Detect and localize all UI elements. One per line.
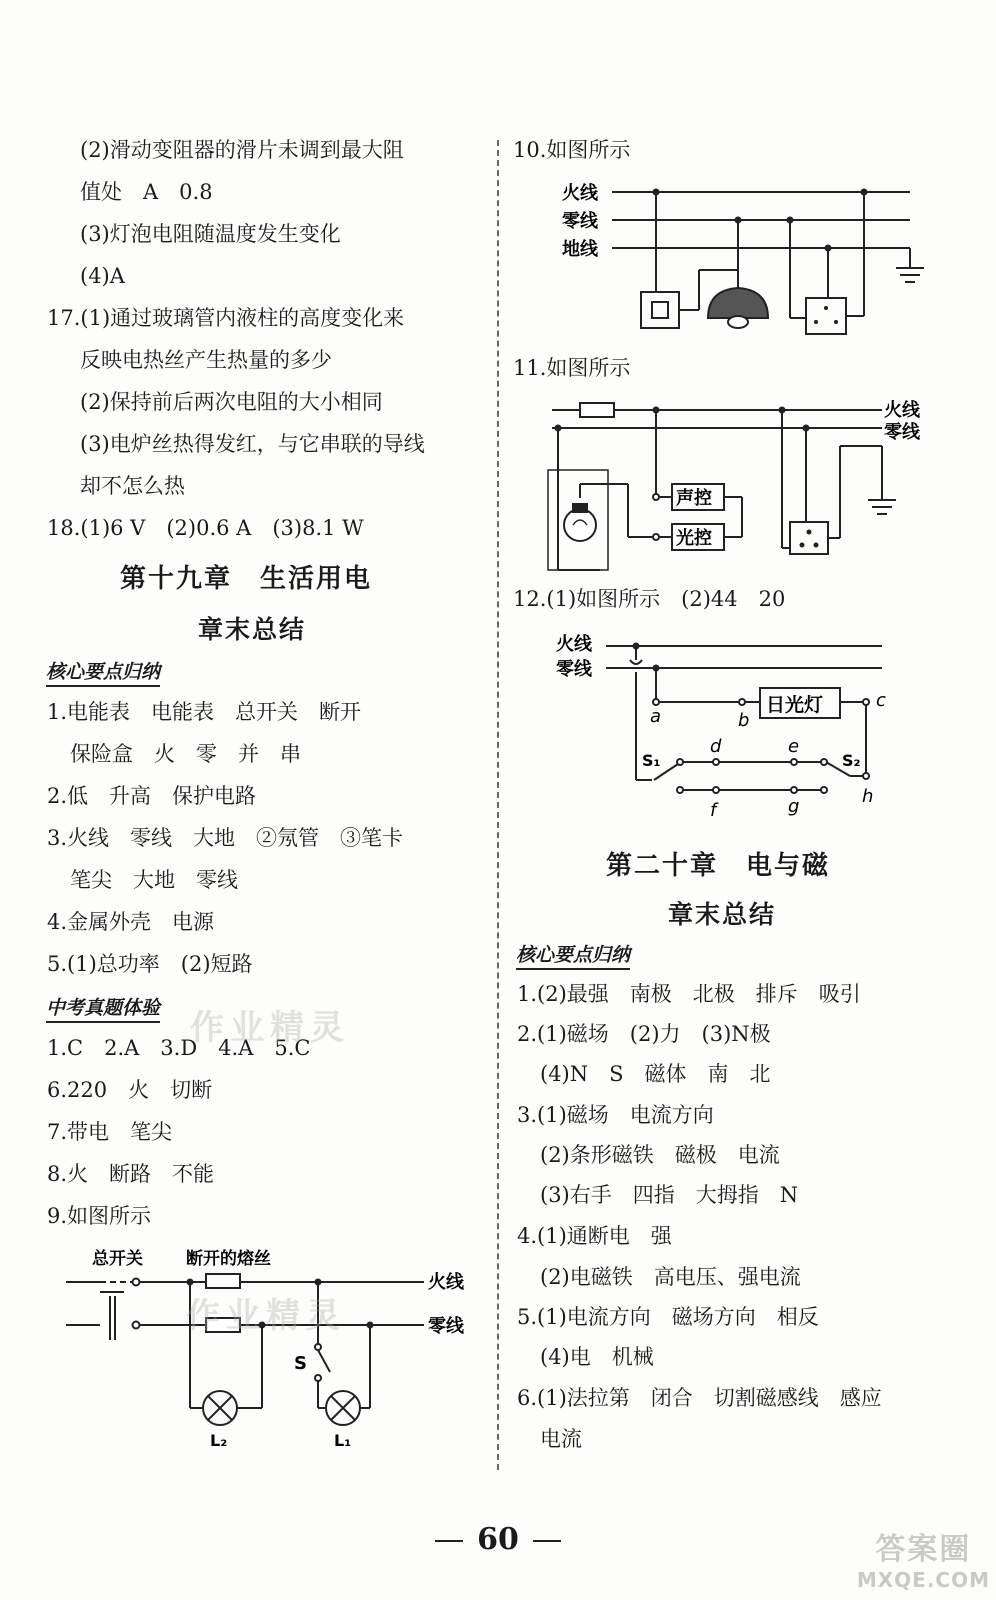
- label-switch-s2: S₂: [842, 751, 861, 770]
- label-main-switch: 总开关: [92, 1249, 143, 1269]
- label-live-wire: 火线: [562, 183, 598, 204]
- answer-line: (3)灯泡电阻随温度发生变化: [80, 222, 341, 246]
- answer-line: 1.C 2.A 3.D 4.A 5.C: [47, 1036, 311, 1060]
- answer-line: 1.(2)最强 南极 北极 排斥 吸引: [517, 982, 861, 1006]
- label-point-g: g: [788, 796, 800, 817]
- label-lamp-l1: L₁: [334, 1431, 352, 1450]
- answer-line: 10.如图所示: [513, 138, 631, 162]
- answer-line: (3)右手 四指 大拇指 N: [540, 1183, 799, 1207]
- answer-line: 4.(1)通断电 强: [517, 1224, 672, 1248]
- label-point-h: h: [862, 786, 874, 807]
- answer-line: 保险盒 火 零 并 串: [70, 742, 301, 766]
- answer-line: 5.(1)总功率 (2)短路: [47, 952, 253, 976]
- label-sound-control: 声控: [676, 488, 712, 509]
- answer-line: (4)电 机械: [540, 1345, 654, 1369]
- answer-line: 3.火线 零线 大地 ②氖管 ③笔卡: [47, 826, 404, 850]
- answer-line: 8.火 断路 不能: [47, 1162, 215, 1186]
- label-point-e: e: [788, 736, 800, 757]
- answer-line: 4.金属外壳 电源: [47, 910, 215, 934]
- label-point-f: f: [710, 800, 717, 821]
- answer-line: (2)电磁铁 高电压、强电流: [540, 1265, 801, 1289]
- label-point-c: c: [876, 690, 886, 711]
- answer-line: 5.(1)电流方向 磁场方向 相反: [517, 1305, 819, 1329]
- answer-line: 却不怎么热: [80, 474, 185, 498]
- label-neutral-wire: 零线: [428, 1316, 464, 1337]
- answer-line: 12.(1)如图所示 (2)44 20: [513, 587, 786, 611]
- label-blown-fuse: 断开的熔丝: [186, 1249, 271, 1269]
- answer-line: (4)N S 磁体 南 北: [540, 1062, 771, 1086]
- chapter-title: 第二十章 电与磁: [606, 851, 831, 881]
- answer-line: (4)A: [80, 264, 125, 288]
- label-neutral-wire: 零线: [556, 659, 592, 680]
- section-heading: 核心要点归纳: [516, 940, 630, 970]
- label-point-d: d: [710, 736, 722, 757]
- label-switch-s1: S₁: [642, 751, 661, 770]
- answer-line: 2.(1)磁场 (2)力 (3)N极: [517, 1022, 771, 1046]
- answer-line: 笔尖 大地 零线: [70, 868, 238, 892]
- circuit-figure-11: [548, 403, 896, 570]
- label-live-wire: 火线: [556, 634, 592, 655]
- answer-line: 反映电热丝产生热量的多少: [80, 348, 332, 372]
- page-number: [0, 1522, 996, 1557]
- label-neutral-wire: 零线: [884, 422, 920, 443]
- label-light-control: 光控: [676, 528, 712, 549]
- section-heading: 核心要点归纳: [46, 657, 160, 687]
- answer-line: 3.(1)磁场 电流方向: [517, 1103, 714, 1127]
- label-lamp-l2: L₂: [210, 1431, 228, 1450]
- chapter-subtitle: 章末总结: [668, 900, 777, 929]
- label-switch-s: S: [294, 1353, 307, 1374]
- answer-line: 17.(1)通过玻璃管内液柱的高度变化来: [47, 306, 405, 330]
- answer-line: 9.如图所示: [47, 1204, 152, 1228]
- answer-line: (3)电炉丝热得发红，与它串联的导线: [80, 432, 425, 456]
- label-point-a: a: [650, 706, 662, 727]
- answer-line: 6.220 火 切断: [47, 1078, 213, 1102]
- answer-line: 值处 A 0.8: [80, 180, 213, 204]
- answer-line: 2.低 升高 保护电路: [47, 784, 257, 808]
- label-fluorescent-lamp: 日光灯: [766, 694, 824, 716]
- answer-line: 18.(1)6 V (2)0.6 A (3)8.1 W: [47, 516, 364, 540]
- page-number-text: 60: [477, 1522, 519, 1557]
- answer-line: 11.如图所示: [513, 356, 631, 380]
- watermark: 作业精灵: [186, 1296, 346, 1336]
- section-heading: 中考真题体验: [46, 993, 160, 1023]
- answer-line: (2)条形磁铁 磁极 电流: [540, 1143, 780, 1167]
- answer-line: 7.带电 笔尖: [47, 1120, 173, 1144]
- answer-line: 6.(1)法拉第 闭合 切割磁感线 感应: [517, 1386, 882, 1410]
- corner-watermark-logo: 答案圈 MXQE.COM: [856, 1532, 990, 1592]
- label-live-wire: 火线: [884, 400, 920, 421]
- answer-line: 电流: [540, 1427, 582, 1451]
- label-point-b: b: [738, 710, 750, 731]
- watermark: 作业精灵: [190, 1008, 350, 1048]
- chapter-title: 第十九章 生活用电: [120, 564, 373, 594]
- answer-line: (2)保持前后两次电阻的大小相同: [80, 390, 383, 414]
- answer-line: (2)滑动变阻器的滑片未调到最大阻: [80, 138, 404, 162]
- chapter-subtitle: 章末总结: [198, 615, 307, 644]
- label-ground-wire: 地线: [562, 239, 598, 260]
- answer-line: 1.电能表 电能表 总开关 断开: [47, 700, 362, 724]
- label-neutral-wire: 零线: [562, 211, 598, 232]
- label-live-wire: 火线: [428, 1272, 464, 1293]
